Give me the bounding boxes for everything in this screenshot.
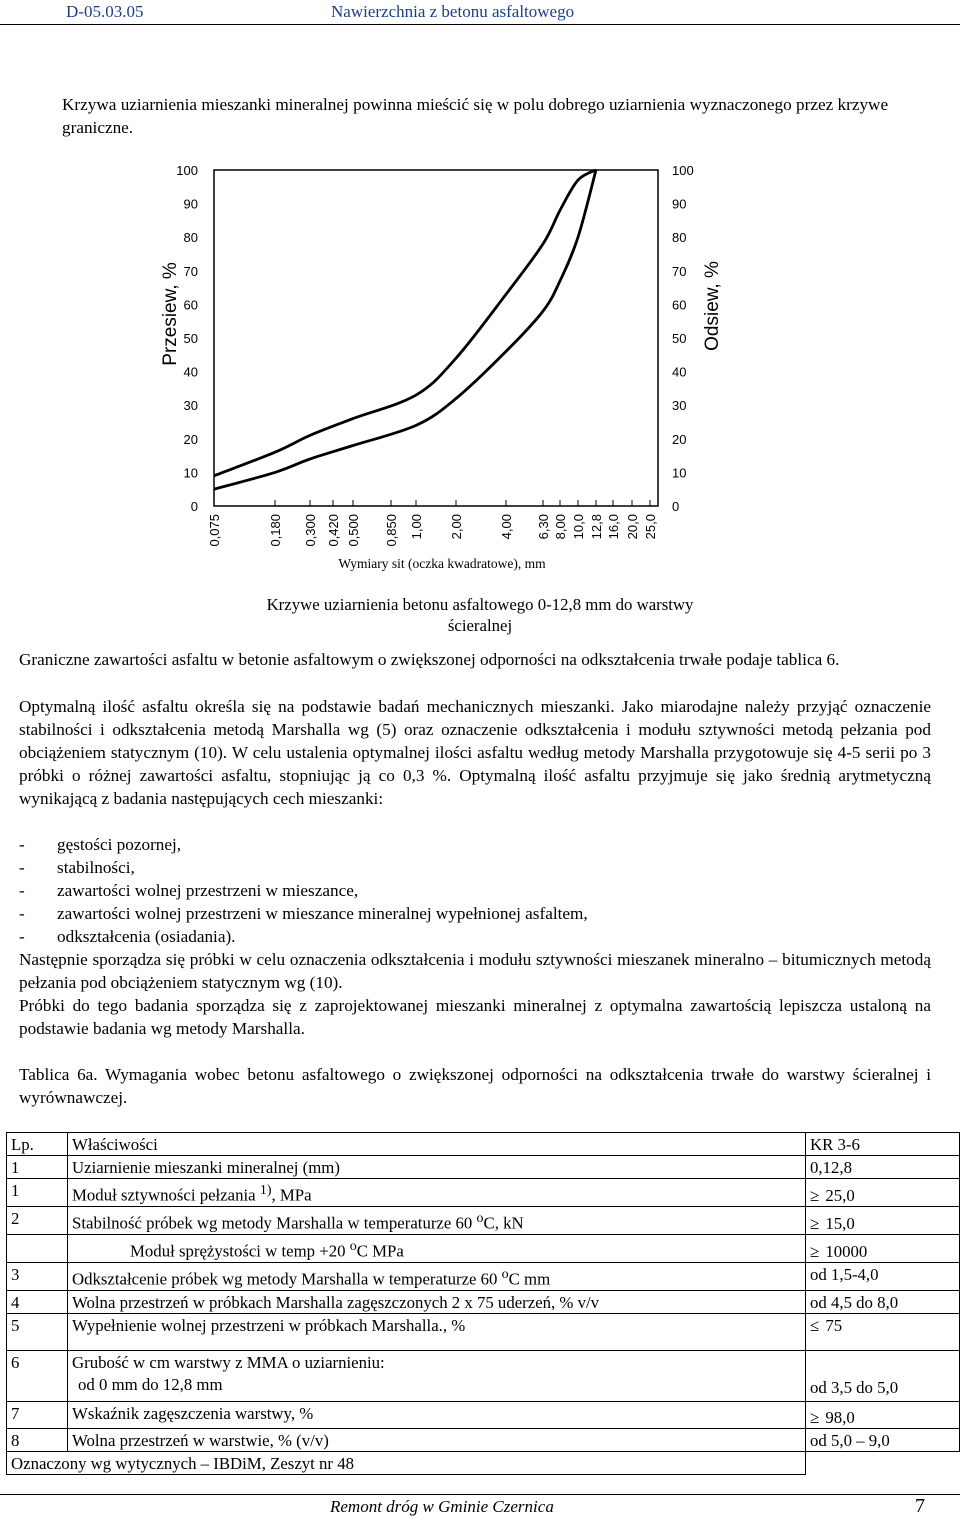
chart-caption-line2: ścieralnej (447, 616, 513, 635)
x-axis-title: Wymiary sit (oczka kwadratowe), mm (338, 556, 546, 571)
x-tick-label: 2,00 (449, 514, 464, 540)
x-tick-label: 4,00 (499, 514, 514, 540)
y-tick-label: 50 (183, 331, 198, 346)
grading-curve-2 (214, 170, 596, 489)
chart-caption-line1: Krzywe uziarnienia betonu asfaltowego 0-12,8 mm do warstwy (266, 595, 694, 614)
table-footnote-row: Oznaczony wg wytycznych – IBDiM, Zeszyt nr 48 (7, 1451, 960, 1474)
list-item: - zawartości wolnej przestrzeni w mieszance mineralnej wypełnionej asfaltem, (19, 904, 588, 923)
table-row: 7 Wskaźnik zagęszczenia warstwy, % ≥ 98,0 (7, 1401, 960, 1428)
x-tick-label: 0,300 (303, 514, 318, 547)
paragraph-sample-prep: Próbki do tego badania sporządza się z zaprojektowanej mieszanki mineralnej z optymalna zawartością lepiszcza ustaloną na podstawie badania wg metody Marshalla. (19, 996, 931, 1038)
table-row: Moduł sprężystości w temp +20 $^o$C MPa ≥ 10000 (7, 1235, 960, 1263)
x-tick-label: 25,0 (643, 514, 658, 540)
page-number: 7 (915, 1495, 925, 1517)
header-property: Właściwości (68, 1133, 806, 1156)
table-row: 1 Uziarnienie mieszanki mineralnej (mm) 0,12,8 (7, 1156, 960, 1179)
y-tick-label: 70 (183, 263, 198, 279)
table-row: 8 Wolna przestrzeń w warstwie, % (v/v) od 5,0 – 9,0 (7, 1428, 960, 1451)
y-tick-label: 20 (183, 431, 198, 447)
list-item: - gęstości pozornej, (19, 835, 182, 854)
y-tick-label-right: 70 (672, 263, 687, 279)
list-dash: - (19, 858, 25, 877)
x-tick-label: 16,0 (606, 514, 621, 540)
less-equal-icon: ≤ (810, 1315, 820, 1335)
table-row: 6 Grubość w cm warstwy z MMA o uziarnieniu: od 0 mm do 12,8 mm od 3,5 do 5,0 (7, 1350, 960, 1401)
intro-paragraph: Krzywa uziarnienia mieszanki mineralnej powinna mieścić się w polu dobrego uziarnienia wyznaczonego przez krzywe graniczne. (62, 95, 889, 137)
y-tick-label: 80 (183, 230, 198, 246)
page-footer: Remont dróg w Gminie Czernica (330, 1497, 554, 1516)
y-tick-label: 90 (183, 196, 198, 212)
plot-frame (214, 170, 658, 506)
y-tick-label-right: 20 (672, 431, 687, 447)
y-tick-label: 40 (183, 364, 198, 380)
table-row: 4 Wolna przestrzeń w próbkach Marshalla zagęszczonych 2 x 75 uderzeń, % v/v od 4,5 do 8,0 (7, 1290, 960, 1313)
chart-caption (160, 594, 800, 636)
list-item: - odkształcenia (osiadania). (19, 927, 236, 946)
list-dash: - (19, 881, 25, 900)
y-tick-label-right: 100 (672, 163, 694, 178)
table-header-row (7, 1133, 960, 1156)
header-lp: Lp. (7, 1133, 68, 1156)
y-tick-label-right: 50 (672, 331, 687, 346)
document-code: D-05.03.05 (66, 2, 144, 21)
list-item: - stabilności, (19, 858, 135, 877)
paragraph-creep-test: Następnie sporządza się próbki w celu oznaczenia odkształcenia i modułu sztywności mieszanek mineralno – bitumicznych metodą pełzania pod obciążeniem statycznym wg (10). (19, 950, 931, 992)
page-header (0, 0, 960, 25)
x-tick-label: 8,00 (553, 514, 568, 540)
y-tick-label-right: 60 (672, 297, 687, 313)
greater-equal-icon: ≥ (810, 1214, 820, 1233)
y-axis-title: Przesiew, % (160, 262, 181, 366)
table-row: 1 Moduł sztywności pełzania $^{1)}$, MPa ≥ 25,0 (7, 1179, 960, 1207)
grading-chart (150, 156, 730, 580)
y-tick-label: 60 (183, 297, 198, 313)
x-tick-label: 20,0 (625, 514, 640, 540)
greater-equal-icon: ≥ (810, 1242, 820, 1261)
y-tick-label-right: 90 (672, 196, 687, 212)
x-tick-label: 0,075 (207, 514, 222, 547)
x-tick-label: 12,8 (589, 514, 604, 540)
x-tick-label: 0,180 (268, 514, 283, 547)
y-tick-label: 30 (183, 398, 198, 414)
table-row: 3 Odkształcenie próbek wg metody Marshalla w temperaturze 60 $^o$C mm od 1,5-4,0 (7, 1263, 960, 1291)
y-tick-label: 0 (190, 499, 198, 514)
list-item: - zawartości wolnej przestrzeni w mieszance, (19, 881, 359, 900)
x-tick-label: 0,850 (384, 514, 399, 547)
greater-equal-icon: ≥ (810, 1407, 820, 1427)
list-dash: - (19, 904, 25, 923)
paragraph-optimal-asphalt: Optymalną ilość asfaltu określa się na podstawie badań mechanicznych mieszanki. Jako miarodajne należy przyjąć oznaczenie stabilności i odkształcenia metodą Marshalla wg (5) oraz oznaczenie odkształcenia i modułu sztywności metodą pełzania pod obciążeniem statycznym (10). W celu ustalenia optymalnej ilości asfaltu według metody Marshalla przygotowuje się 4-5 serii po 3 próbki o różnej zawartości asfaltu, stopniując ją co 0,3 %. Optymalną ilość asfaltu przyjmuje się jako średnią arytmetyczną wynikającą z badania następujących cech mieszanki: (19, 697, 931, 808)
list-dash: - (19, 835, 25, 854)
greater-equal-icon: ≥ (810, 1186, 820, 1205)
x-tick-label: 10,0 (571, 514, 586, 540)
x-tick-label: 0,420 (326, 514, 341, 547)
footer-divider (0, 1494, 960, 1495)
y-tick-label-right: 30 (672, 398, 687, 414)
paragraph-asphalt-content: Graniczne zawartości asfaltu w betonie asfaltowym o zwiększonej odporności na odkształcenia trwałe podaje tablica 6. (19, 650, 840, 669)
header-kr: KR 3-6 (806, 1133, 960, 1156)
y-tick-label-right: 80 (672, 230, 687, 246)
x-tick-label: 6,30 (536, 514, 551, 540)
y-axis-title-right: Odsiew, % (702, 261, 723, 351)
table-row: 2 Stabilność próbek wg metody Marshalla w temperaturze 60 $^o$C, kN ≥ 15,0 (7, 1207, 960, 1235)
requirements-table (6, 1132, 960, 1475)
x-tick-label: 0,500 (346, 514, 361, 547)
table-row: 5 Wypełnienie wolnej przestrzeni w próbkach Marshalla., % ≤ 75 (7, 1313, 960, 1350)
list-dash: - (19, 927, 25, 946)
x-tick-label: 1,00 (409, 514, 424, 540)
y-tick-label: 10 (183, 465, 198, 481)
table-title: Tablica 6a. Wymagania wobec betonu asfaltowego o zwiększonej odporności na odkształcenia trwałe do warstwy ścieralnej i wyrównawczej. (19, 1065, 931, 1107)
y-tick-label-right: 40 (672, 364, 687, 380)
grading-chart-svg (150, 156, 730, 580)
document-title: Nawierzchnia z betonu asfaltowego (331, 2, 575, 21)
y-tick-label: 100 (176, 163, 198, 178)
y-tick-label-right: 10 (672, 465, 687, 481)
y-tick-label-right: 0 (672, 499, 680, 514)
